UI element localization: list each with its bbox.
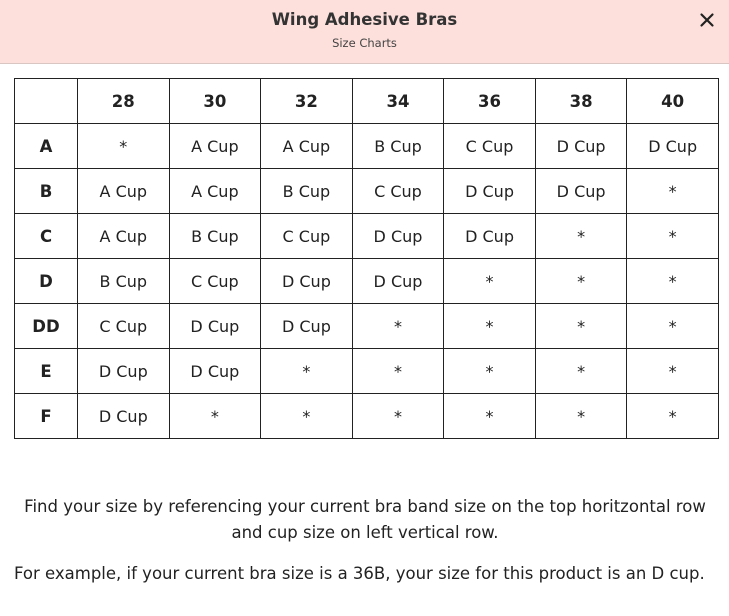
size-cell: D Cup <box>535 124 627 169</box>
size-cell: * <box>627 349 719 394</box>
size-cell: B Cup <box>261 169 353 214</box>
band-size-header: 38 <box>535 79 627 124</box>
size-cell: * <box>352 394 444 439</box>
table-row <box>15 214 719 259</box>
table-row <box>15 304 719 349</box>
size-cell: * <box>444 349 536 394</box>
table-row <box>15 259 719 304</box>
size-cell: D Cup <box>444 169 536 214</box>
size-cell: * <box>261 394 353 439</box>
size-cell: D Cup <box>535 169 627 214</box>
cup-size-header: DD <box>15 304 78 349</box>
cup-size-header: C <box>15 214 78 259</box>
size-cell: D Cup <box>261 304 353 349</box>
size-cell: * <box>261 349 353 394</box>
cup-size-header: A <box>15 124 78 169</box>
cup-size-header: D <box>15 259 78 304</box>
size-cell: * <box>535 349 627 394</box>
size-cell: * <box>169 394 261 439</box>
size-cell: A Cup <box>78 214 170 259</box>
band-size-header: 32 <box>261 79 353 124</box>
band-size-header: 28 <box>78 79 170 124</box>
size-cell: * <box>627 394 719 439</box>
size-cell: * <box>535 394 627 439</box>
cup-size-header: B <box>15 169 78 214</box>
size-cell: B Cup <box>169 214 261 259</box>
size-cell: D Cup <box>78 349 170 394</box>
size-cell: * <box>535 214 627 259</box>
size-cell: C Cup <box>261 214 353 259</box>
size-cell: * <box>352 304 444 349</box>
size-cell: A Cup <box>78 169 170 214</box>
size-cell: * <box>352 349 444 394</box>
cup-size-header: E <box>15 349 78 394</box>
size-example-text: For example, if your current bra size is a 36B, your size for this product is an D cup. <box>14 564 705 583</box>
size-cell: C Cup <box>169 259 261 304</box>
band-size-header-row <box>15 79 719 124</box>
size-cell: * <box>444 259 536 304</box>
size-cell: D Cup <box>352 214 444 259</box>
size-cell: * <box>78 124 170 169</box>
table-row <box>15 349 719 394</box>
cup-size-header: F <box>15 394 78 439</box>
table-row <box>15 394 719 439</box>
close-icon <box>697 10 717 30</box>
size-cell: D Cup <box>261 259 353 304</box>
band-size-header: 34 <box>352 79 444 124</box>
size-cell: * <box>627 304 719 349</box>
size-cell: C Cup <box>352 169 444 214</box>
page-title: Wing Adhesive Bras <box>271 10 458 29</box>
size-cell: A Cup <box>169 169 261 214</box>
size-cell: D Cup <box>169 304 261 349</box>
band-size-header: 30 <box>169 79 261 124</box>
size-cell: B Cup <box>352 124 444 169</box>
size-cell: * <box>535 259 627 304</box>
size-cell: A Cup <box>169 124 261 169</box>
size-cell: D Cup <box>169 349 261 394</box>
size-cell: * <box>627 214 719 259</box>
size-cell: * <box>444 394 536 439</box>
size-cell: * <box>535 304 627 349</box>
modal-header <box>0 0 729 64</box>
size-cell: D Cup <box>444 214 536 259</box>
page-subtitle: Size Charts <box>332 36 397 50</box>
table-row <box>15 169 719 214</box>
size-cell: C Cup <box>444 124 536 169</box>
size-cell: D Cup <box>627 124 719 169</box>
table-row <box>15 124 719 169</box>
size-cell: * <box>627 259 719 304</box>
size-cell: * <box>444 304 536 349</box>
size-cell: B Cup <box>78 259 170 304</box>
size-cell: * <box>627 169 719 214</box>
size-cell: D Cup <box>352 259 444 304</box>
corner-cell <box>15 79 78 124</box>
band-size-header: 36 <box>444 79 536 124</box>
size-cell: D Cup <box>78 394 170 439</box>
band-size-header: 40 <box>627 79 719 124</box>
close-button[interactable] <box>697 10 717 30</box>
size-instruction-text: Find your size by referencing your current bra band size on the top horitzontal row and cup size on left vertical row. <box>24 497 706 542</box>
size-chart-table <box>14 78 719 439</box>
size-cell: A Cup <box>261 124 353 169</box>
size-cell: C Cup <box>78 304 170 349</box>
